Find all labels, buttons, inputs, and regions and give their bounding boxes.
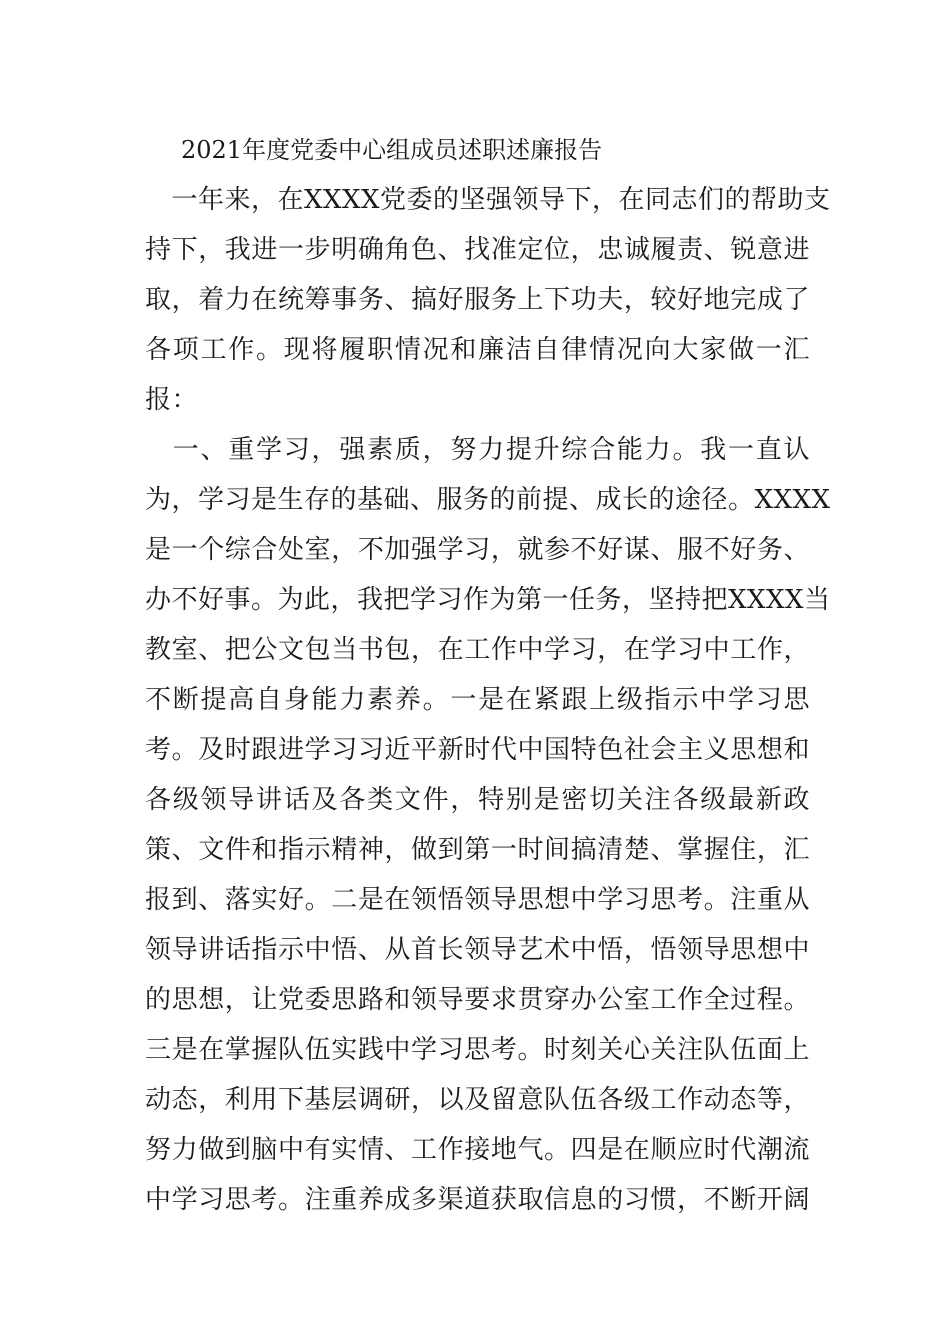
text-line: 努力做到脑中有实情、工作接地气。四是在顺应时代潮流 (145, 1135, 810, 1165)
text-line: 办不好事。为此，我把学习作为第一任务，坚持把XXXX当 (145, 585, 831, 615)
text-line: 领导讲话指示中悟、从首长领导艺术中悟，悟领导思想中 (145, 935, 810, 965)
text-line: 动态，利用下基层调研，以及留意队伍各级工作动态等， (145, 1085, 810, 1115)
text-line: 策、文件和指示精神，做到第一时间搞清楚、掌握住，汇 (145, 835, 810, 865)
text-line: 的思想，让党委思路和领导要求贯穿办公室工作全过程。 (145, 985, 810, 1015)
text-line: 不断提高自身能力素养。一是在紧跟上级指示中学习思 (145, 685, 810, 715)
text-line: 各级领导讲话及各类文件，特别是密切关注各级最新政 (145, 785, 810, 815)
text-line: 各项工作。现将履职情况和廉洁自律情况向大家做一汇 (145, 335, 810, 365)
text-line: 取，着力在统筹事务、搞好服务上下功夫，较好地完成了 (145, 285, 810, 315)
paragraph-intro (145, 175, 831, 425)
text-line: 中学习思考。注重养成多渠道获取信息的习惯，不断开阔 (145, 1185, 810, 1215)
paragraph-section-one (145, 425, 831, 1225)
text-line: 是一个综合处室，不加强学习，就参不好谋、服不好务、 (145, 535, 810, 565)
text-line: 教室、把公文包当书包，在工作中学习，在学习中工作， (145, 635, 810, 665)
text-line: 持下，我进一步明确角色、找准定位，忠诚履责、锐意进 (145, 235, 810, 265)
text-line: 三是在掌握队伍实践中学习思考。时刻关心关注队伍面上 (145, 1035, 810, 1065)
text-line: 一年来，在XXXX党委的坚强领导下，在同志们的帮助支 (145, 185, 831, 215)
text-line: 报： (145, 385, 199, 415)
text-line: 报到、落实好。二是在领悟领导思想中学习思考。注重从 (145, 885, 810, 915)
document-title: 2021年度党委中心组成员述职述廉报告 (181, 136, 603, 164)
text-line: 为，学习是生存的基础、服务的前提、成长的途径。XXXX (145, 485, 831, 515)
text-line: 一、重学习，强素质，努力提升综合能力。我一直认 (145, 435, 810, 465)
text-line: 考。及时跟进学习习近平新时代中国特色社会主义思想和 (145, 735, 810, 765)
